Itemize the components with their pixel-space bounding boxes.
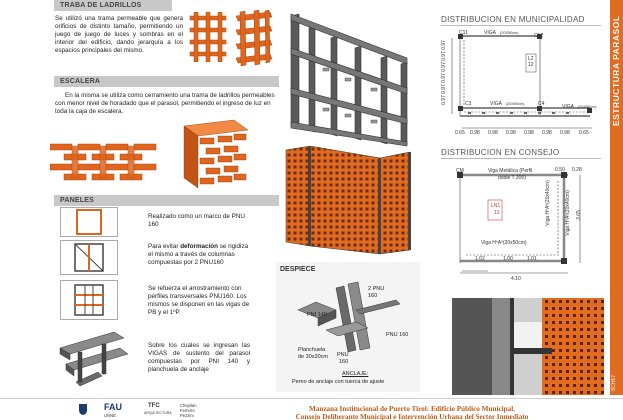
muni-viga-top-dim: (20X50cm) bbox=[500, 31, 519, 35]
consejo-365: 3.65 bbox=[575, 210, 582, 220]
section-header-consejo: DISTRIBUCION EN CONSEJO bbox=[441, 148, 601, 157]
muni-dim-left: 0.97 bbox=[440, 84, 447, 94]
muni-viga-top: VIGA bbox=[484, 30, 496, 36]
fau-logo: FAU bbox=[104, 402, 122, 412]
despiece-pni-label: PNI 140 bbox=[307, 312, 327, 318]
muni-l2: L2 bbox=[528, 56, 534, 62]
muni-dim-bottom: 0.65 bbox=[455, 130, 465, 136]
muni-dim-left: 0.97 bbox=[440, 62, 447, 72]
muni-l2-b: 12 bbox=[528, 62, 534, 68]
side-title: ESTRUCTURA PARASOL bbox=[611, 15, 621, 126]
muni-c4: C4 bbox=[538, 101, 545, 107]
escalera-description: En la misma se utiliza como cerramiento una trama de ladrillos permeables con menor nivel de horadado que el parasol, permitiendo el ingreso de luz en toda la caja de escalera. bbox=[55, 92, 275, 115]
steel-frame-3d-image bbox=[283, 8, 418, 148]
muni-c11: C11 bbox=[459, 30, 468, 36]
muni-dim-bottom: 0.98 bbox=[506, 130, 516, 136]
muni-c3: C3 bbox=[465, 101, 472, 107]
muni-viga-mid: VIGA bbox=[490, 101, 502, 107]
despiece-anclaje-title: ANCLAJE: bbox=[342, 371, 369, 377]
muni-viga-mid-dim: (20X50cm) bbox=[506, 102, 525, 106]
panel-text-1: Realizado como un marco de PNU 160 bbox=[148, 213, 245, 228]
muni-dims-left bbox=[439, 42, 449, 104]
muni-dim-left: 0.97 bbox=[440, 73, 447, 83]
panel-frame-diagram bbox=[60, 207, 118, 237]
consejo-ln1-b: 13 bbox=[494, 210, 500, 216]
muni-dim-bottom: 0.98 bbox=[488, 130, 498, 136]
tfc-subtitle: ARQUITECTURA bbox=[144, 411, 172, 415]
parasol-brick-wall-3d-image bbox=[280, 146, 425, 258]
despiece-planchuela-label-b: de 30x30cm bbox=[298, 354, 328, 360]
despiece-anclaje-text: Perno de anclaje con tuerca de ajuste bbox=[292, 379, 385, 385]
trama-description: Se utilizó una trama permeable que genera orificios de distinto tamaño, permitiendo un juego de juego de luces y sombras en el interior del edificio, dando jerarquía a los espacios principales del mismo. bbox=[55, 15, 183, 54]
muni-dim-left: 0.97 bbox=[440, 95, 447, 105]
consejo-viga-ha-v2: Viga HºAº(20x40cm) bbox=[564, 190, 571, 236]
sheet-number: SCH17 bbox=[611, 375, 617, 392]
brick-lattice-grid-image bbox=[188, 12, 228, 62]
muni-dim-bottom: 0.98 bbox=[542, 130, 552, 136]
author-3: Pezzini bbox=[180, 413, 194, 418]
consejo-028: 0.28 bbox=[572, 167, 582, 173]
escalera-brick-pattern-image bbox=[50, 142, 160, 182]
unne-logo-text: UNNE bbox=[104, 413, 116, 418]
despiece-pnu-bottom-label: PNU bbox=[337, 352, 349, 358]
muni-dim-bottom: 0.98 bbox=[560, 130, 570, 136]
section-header-paneles: PANELES bbox=[54, 195, 279, 206]
muni-viga-bot-dim: (20X50cm) bbox=[578, 105, 597, 109]
consejo-ln1: LN1 bbox=[491, 203, 501, 209]
section-header-trama: TRABA DE LADRILLOS bbox=[54, 0, 172, 11]
muni-dim-bottom: 0.98 bbox=[470, 130, 480, 136]
despiece-pnu160-label: PNU 160 bbox=[386, 332, 409, 338]
consejo-cm: CM bbox=[456, 168, 464, 174]
section-header-municipalidad: DISTRIBUCION EN MUNICIPALIDAD bbox=[441, 15, 601, 24]
muni-dim-bottom: 0.98 bbox=[524, 130, 534, 136]
despiece-planchuela-label: Planchuela bbox=[298, 347, 326, 353]
panel-text-2-bold: deformación bbox=[180, 243, 218, 250]
despiece-2pnu-label: 2 PNU bbox=[368, 286, 385, 292]
despiece-pnu-bottom-label-b: 160 bbox=[339, 359, 349, 365]
consejo-viga-met-b: doble T 200) bbox=[498, 175, 526, 181]
panel-text-3: Se refuerza el arrostramiento con perfiles transversales PNU160. Los mismos se disponen en las vigas de PB y el 1ºP. bbox=[148, 285, 250, 316]
muni-dim-bottom: 0.65 bbox=[579, 130, 589, 136]
consejo-100: 1.00 bbox=[503, 256, 513, 262]
muni-dim-left: 0.97 bbox=[440, 51, 447, 61]
panel-text-4: Sobre los cuales se ingresan las VIGAS de sustento del parasol compuestas por PNI 140 y planchuela de anclaje bbox=[148, 342, 250, 373]
consejo-102: 1.02 bbox=[475, 256, 485, 262]
panel-text-2 bbox=[148, 243, 254, 267]
parasol-section-photo bbox=[452, 298, 604, 395]
consejo-viga-ha-h: Viga HºAº(20x50cm) bbox=[481, 240, 527, 246]
despiece-title: DESPIECE bbox=[280, 266, 316, 273]
consejo-050: 0.50 bbox=[555, 167, 565, 173]
escalera-brick-wall-3d-image bbox=[178, 118, 252, 190]
section-header-escalera: ESCALERA bbox=[54, 76, 279, 87]
author-1: Chejolan bbox=[180, 403, 197, 408]
consejo-101: 1.01 bbox=[527, 256, 537, 262]
footer-title bbox=[217, 405, 607, 420]
panel-bracing-diagram bbox=[60, 280, 118, 320]
panel-beams-3d-image bbox=[58, 328, 130, 390]
despiece-2pnu-label-b: 160 bbox=[368, 293, 378, 299]
footer-title-line1: Manzana Institucional de Puerto Tirol: Edificio Público Municipal, bbox=[308, 405, 516, 413]
brick-lattice-3d-image bbox=[232, 10, 276, 66]
panel-text-2-c: se rigidiza el mismo a través de columnas compuestas por 2 PNU160 bbox=[148, 243, 249, 266]
consejo-410: 4.10 bbox=[511, 276, 521, 282]
muni-c12: C12 bbox=[534, 33, 544, 39]
muni-floor-plan bbox=[442, 28, 607, 138]
footer-title-line2: Consejo Deliberante Municipal e Intervención Urbana del Sector Inmediato bbox=[295, 413, 529, 420]
muni-dim-left: 0.97 bbox=[440, 40, 447, 50]
tfc-logo: TFC bbox=[148, 403, 160, 409]
panel-stiffened-diagram bbox=[60, 240, 118, 275]
author-2: Ferreiro bbox=[180, 408, 195, 413]
panel-text-2-a: Para evitar bbox=[148, 243, 181, 250]
university-shield-icon bbox=[78, 403, 88, 416]
muni-dims-bottom bbox=[455, 130, 600, 138]
consejo-viga-met: Viga Metálica (Perfil bbox=[488, 168, 533, 174]
consejo-floor-plan bbox=[448, 163, 598, 283]
muni-viga-bot: VIGA bbox=[562, 104, 574, 110]
consejo-viga-ha-v: Viga HºAº(20x40cm) bbox=[544, 180, 551, 226]
